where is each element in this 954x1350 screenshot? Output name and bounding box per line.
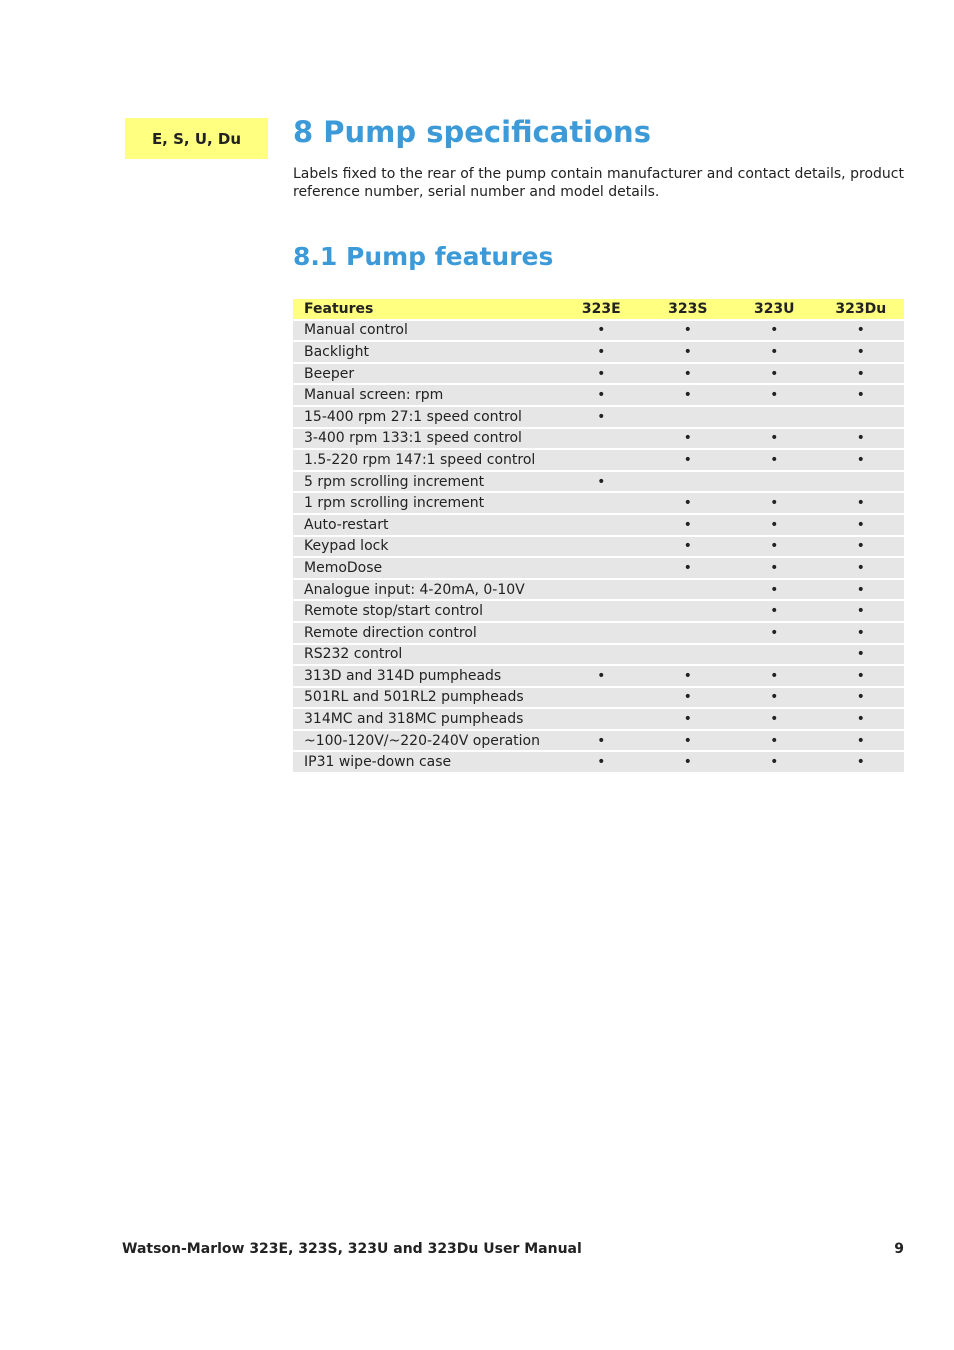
bullet-mark: •	[856, 516, 865, 533]
feature-mark-cell	[558, 600, 645, 622]
feature-mark-cell	[818, 320, 905, 342]
feature-mark-cell	[818, 687, 905, 709]
table-row	[293, 579, 904, 601]
table-row	[293, 428, 904, 450]
bullet-mark: •	[856, 667, 865, 684]
bullet-mark: •	[770, 667, 779, 684]
feature-mark-cell	[731, 536, 818, 558]
feature-name: Remote stop/start control	[293, 600, 558, 622]
feature-mark-cell	[818, 536, 905, 558]
header-323du: 323Du	[818, 299, 905, 320]
bullet-mark: •	[856, 322, 865, 339]
feature-mark-cell	[558, 557, 645, 579]
bullet-mark: •	[856, 559, 865, 576]
feature-mark-cell	[731, 492, 818, 514]
feature-mark-cell	[645, 320, 732, 342]
bullet-mark: •	[856, 343, 865, 360]
bullet-mark: •	[597, 473, 606, 490]
feature-mark-cell	[818, 730, 905, 752]
bullet-mark: •	[770, 322, 779, 339]
bullet-mark: •	[856, 711, 865, 728]
feature-mark-cell	[818, 428, 905, 450]
table-row	[293, 687, 904, 709]
feature-mark-cell	[818, 471, 905, 493]
feature-name: 313D and 314D pumpheads	[293, 665, 558, 687]
feature-mark-cell	[645, 406, 732, 428]
table-row	[293, 449, 904, 471]
page-heading: 8 Pump specifications	[293, 115, 651, 149]
feature-mark-cell	[818, 363, 905, 385]
bullet-mark: •	[770, 732, 779, 749]
page-number: 9	[894, 1241, 904, 1257]
feature-mark-cell	[818, 708, 905, 730]
bullet-mark: •	[683, 430, 692, 447]
bullet-mark: •	[770, 430, 779, 447]
feature-mark-cell	[731, 708, 818, 730]
table-row	[293, 320, 904, 342]
bullet-mark: •	[770, 365, 779, 382]
feature-mark-cell	[645, 644, 732, 666]
bullet-mark: •	[597, 343, 606, 360]
bullet-mark: •	[856, 646, 865, 663]
bullet-mark: •	[597, 322, 606, 339]
feature-mark-cell	[731, 384, 818, 406]
table-row	[293, 708, 904, 730]
feature-mark-cell	[645, 492, 732, 514]
bullet-mark: •	[683, 538, 692, 555]
bullet-mark: •	[770, 451, 779, 468]
table-row	[293, 492, 904, 514]
feature-mark-cell	[558, 428, 645, 450]
table-row	[293, 384, 904, 406]
bullet-mark: •	[597, 732, 606, 749]
bullet-mark: •	[597, 387, 606, 404]
feature-mark-cell	[731, 341, 818, 363]
feature-mark-cell	[558, 665, 645, 687]
feature-mark-cell	[558, 341, 645, 363]
features-table-body	[293, 320, 904, 773]
bullet-mark: •	[770, 689, 779, 706]
feature-name: Auto-restart	[293, 514, 558, 536]
bullet-mark: •	[597, 667, 606, 684]
bullet-mark: •	[770, 516, 779, 533]
bullet-mark: •	[856, 387, 865, 404]
feature-mark-cell	[731, 557, 818, 579]
feature-mark-cell	[645, 730, 732, 752]
feature-mark-cell	[645, 600, 732, 622]
table-row	[293, 644, 904, 666]
bullet-mark: •	[683, 343, 692, 360]
feature-name: 1 rpm scrolling increment	[293, 492, 558, 514]
header-323s: 323S	[645, 299, 732, 320]
feature-mark-cell	[818, 341, 905, 363]
feature-mark-cell	[731, 449, 818, 471]
bullet-mark: •	[683, 495, 692, 512]
bullet-mark: •	[683, 322, 692, 339]
table-row	[293, 536, 904, 558]
feature-mark-cell	[731, 687, 818, 709]
bullet-mark: •	[856, 732, 865, 749]
feature-mark-cell	[818, 492, 905, 514]
feature-mark-cell	[731, 471, 818, 493]
feature-name: MemoDose	[293, 557, 558, 579]
feature-mark-cell	[818, 644, 905, 666]
feature-mark-cell	[731, 579, 818, 601]
header-323u: 323U	[731, 299, 818, 320]
feature-mark-cell	[645, 471, 732, 493]
bullet-mark: •	[856, 581, 865, 598]
feature-mark-cell	[818, 622, 905, 644]
feature-mark-cell	[558, 320, 645, 342]
feature-name: Keypad lock	[293, 536, 558, 558]
feature-mark-cell	[645, 665, 732, 687]
table-row	[293, 730, 904, 752]
feature-mark-cell	[731, 320, 818, 342]
feature-name: ~100-120V/~220-240V operation	[293, 730, 558, 752]
bullet-mark: •	[770, 495, 779, 512]
bullet-mark: •	[856, 495, 865, 512]
table-row	[293, 471, 904, 493]
feature-name: Manual control	[293, 320, 558, 342]
feature-mark-cell	[558, 492, 645, 514]
feature-mark-cell	[645, 579, 732, 601]
feature-name: 501RL and 501RL2 pumpheads	[293, 687, 558, 709]
feature-mark-cell	[645, 708, 732, 730]
feature-mark-cell	[558, 730, 645, 752]
header-features: Features	[293, 299, 558, 320]
bullet-mark: •	[683, 689, 692, 706]
feature-mark-cell	[731, 644, 818, 666]
feature-mark-cell	[558, 406, 645, 428]
bullet-mark: •	[770, 603, 779, 620]
feature-mark-cell	[645, 687, 732, 709]
feature-mark-cell	[731, 428, 818, 450]
feature-mark-cell	[818, 406, 905, 428]
intro-paragraph: Labels fixed to the rear of the pump contain manufacturer and contact details, product reference number, serial number and model details.	[293, 166, 904, 200]
feature-mark-cell	[818, 557, 905, 579]
bullet-mark: •	[683, 667, 692, 684]
bullet-mark: •	[770, 711, 779, 728]
feature-name: Backlight	[293, 341, 558, 363]
bullet-mark: •	[770, 387, 779, 404]
bullet-mark: •	[683, 754, 692, 771]
feature-mark-cell	[731, 600, 818, 622]
feature-mark-cell	[818, 751, 905, 773]
table-header-row	[293, 299, 904, 320]
feature-mark-cell	[558, 471, 645, 493]
feature-mark-cell	[645, 514, 732, 536]
feature-mark-cell	[558, 751, 645, 773]
feature-mark-cell	[558, 579, 645, 601]
feature-name: RS232 control	[293, 644, 558, 666]
bullet-mark: •	[770, 538, 779, 555]
feature-mark-cell	[731, 730, 818, 752]
feature-name: IP31 wipe-down case	[293, 751, 558, 773]
bullet-mark: •	[770, 754, 779, 771]
feature-name: 1.5-220 rpm 147:1 speed control	[293, 449, 558, 471]
feature-mark-cell	[558, 449, 645, 471]
feature-mark-cell	[558, 514, 645, 536]
feature-mark-cell	[558, 622, 645, 644]
feature-mark-cell	[645, 428, 732, 450]
bullet-mark: •	[770, 559, 779, 576]
section-heading: 8.1 Pump features	[293, 242, 554, 271]
feature-mark-cell	[731, 622, 818, 644]
table-row	[293, 341, 904, 363]
feature-mark-cell	[558, 687, 645, 709]
feature-name: Manual screen: rpm	[293, 384, 558, 406]
table-row	[293, 600, 904, 622]
bullet-mark: •	[683, 559, 692, 576]
model-tag: E, S, U, Du	[125, 118, 268, 159]
feature-mark-cell	[645, 536, 732, 558]
feature-mark-cell	[818, 665, 905, 687]
table-row	[293, 622, 904, 644]
table-row	[293, 406, 904, 428]
bullet-mark: •	[856, 603, 865, 620]
bullet-mark: •	[597, 754, 606, 771]
feature-mark-cell	[558, 363, 645, 385]
feature-name: 15-400 rpm 27:1 speed control	[293, 406, 558, 428]
feature-mark-cell	[818, 514, 905, 536]
bullet-mark: •	[770, 343, 779, 360]
footer-title: Watson-Marlow 323E, 323S, 323U and 323Du User Manual	[122, 1241, 582, 1257]
feature-mark-cell	[558, 384, 645, 406]
feature-name: Analogue input: 4-20mA, 0-10V	[293, 579, 558, 601]
feature-mark-cell	[558, 708, 645, 730]
bullet-mark: •	[856, 430, 865, 447]
feature-mark-cell	[645, 751, 732, 773]
feature-mark-cell	[731, 514, 818, 536]
bullet-mark: •	[856, 624, 865, 641]
bullet-mark: •	[770, 581, 779, 598]
table-row	[293, 665, 904, 687]
feature-mark-cell	[818, 579, 905, 601]
feature-name: 314MC and 318MC pumpheads	[293, 708, 558, 730]
feature-name: 5 rpm scrolling increment	[293, 471, 558, 493]
feature-name: 3-400 rpm 133:1 speed control	[293, 428, 558, 450]
bullet-mark: •	[856, 365, 865, 382]
page-footer	[122, 1241, 904, 1257]
feature-mark-cell	[558, 644, 645, 666]
feature-mark-cell	[731, 406, 818, 428]
feature-mark-cell	[645, 449, 732, 471]
feature-mark-cell	[731, 751, 818, 773]
bullet-mark: •	[770, 624, 779, 641]
bullet-mark: •	[597, 365, 606, 382]
feature-mark-cell	[731, 363, 818, 385]
bullet-mark: •	[856, 538, 865, 555]
feature-mark-cell	[731, 665, 818, 687]
bullet-mark: •	[856, 451, 865, 468]
table-row	[293, 557, 904, 579]
feature-mark-cell	[558, 536, 645, 558]
bullet-mark: •	[683, 732, 692, 749]
bullet-mark: •	[683, 711, 692, 728]
bullet-mark: •	[683, 516, 692, 533]
feature-mark-cell	[645, 557, 732, 579]
feature-mark-cell	[818, 449, 905, 471]
feature-mark-cell	[818, 384, 905, 406]
table-row	[293, 363, 904, 385]
bullet-mark: •	[856, 754, 865, 771]
table-row	[293, 514, 904, 536]
feature-mark-cell	[645, 341, 732, 363]
bullet-mark: •	[683, 365, 692, 382]
bullet-mark: •	[597, 408, 606, 425]
features-table	[293, 299, 904, 774]
feature-mark-cell	[818, 600, 905, 622]
header-323e: 323E	[558, 299, 645, 320]
feature-name: Remote direction control	[293, 622, 558, 644]
feature-name: Beeper	[293, 363, 558, 385]
bullet-mark: •	[683, 451, 692, 468]
feature-mark-cell	[645, 363, 732, 385]
bullet-mark: •	[683, 387, 692, 404]
table-row	[293, 751, 904, 773]
feature-mark-cell	[645, 622, 732, 644]
bullet-mark: •	[856, 689, 865, 706]
feature-mark-cell	[645, 384, 732, 406]
